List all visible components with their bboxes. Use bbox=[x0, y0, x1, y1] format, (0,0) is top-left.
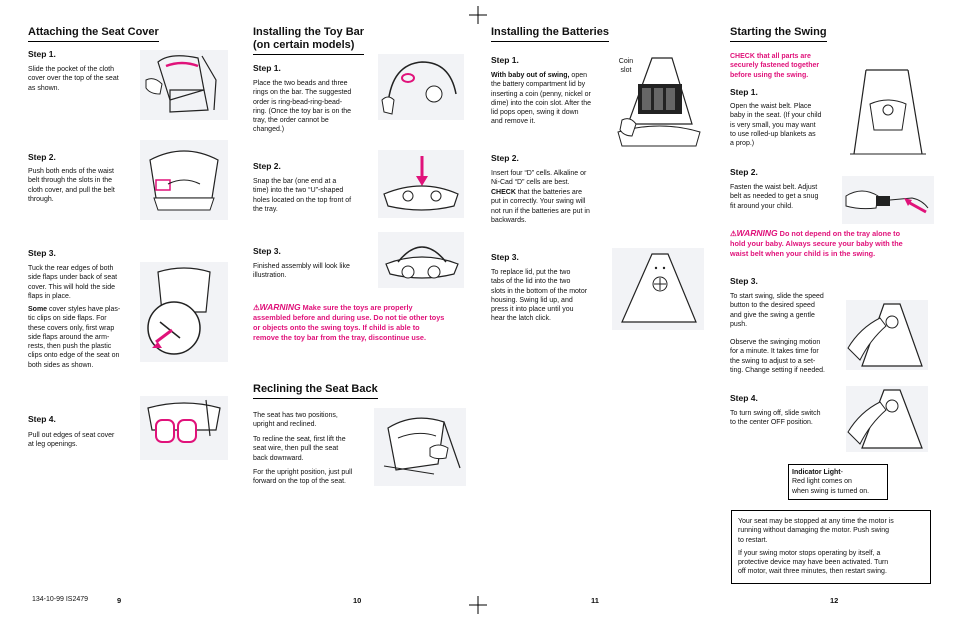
swing-warning bbox=[730, 228, 950, 259]
col2-step1-text: Place the two beads and three rings on the bar. The suggested order is ring-bead-ring-bead- ring. (Once the toy bar is on the tray, the order cannot be changed.) bbox=[253, 80, 352, 134]
seat-cover-step2-illustration bbox=[140, 140, 228, 220]
heading-installing-toy-bar bbox=[253, 26, 364, 55]
toy-bar-warning-text: Make sure the toys are properly assembled before and during use. Do not tie other toys or objects onto the swing toys. If child is able to remove the toy bar from the tray, discontinue use. bbox=[253, 303, 445, 342]
registration-mark-top bbox=[469, 6, 487, 24]
col3-step2-text2 bbox=[491, 188, 613, 225]
swing-warning-word: WARNING bbox=[736, 228, 778, 238]
fasten-belt-illustration bbox=[842, 176, 934, 224]
col3-step2-check: CHECK bbox=[491, 189, 516, 196]
col1-step3-some: Some bbox=[28, 306, 48, 313]
recline-illustration bbox=[374, 408, 466, 486]
col4-step3-label: Step 3. bbox=[730, 276, 758, 286]
seat-cover-step3-illustration bbox=[140, 262, 228, 362]
heading-starting-swing: Starting the Swing bbox=[730, 26, 827, 42]
col1-step3-text2 bbox=[28, 305, 138, 370]
col3-step3-label: Step 3. bbox=[491, 252, 519, 262]
seat-cover-step1-illustration bbox=[140, 50, 228, 120]
page-number-9: 9 bbox=[117, 596, 122, 605]
col3-step1-label: Step 1. bbox=[491, 55, 519, 65]
seat-cover-step4-illustration bbox=[140, 396, 228, 460]
recline-paragraph1: The seat has two positions, upright and reclined. bbox=[253, 412, 338, 429]
motor-info-paragraph2: If your swing motor stops operating by itself, a protective device may have been activated. Turn off motor, wait three minutes, then restart swing. bbox=[738, 549, 889, 576]
toy-bar-warning-word: WARNING bbox=[259, 302, 301, 312]
col1-step2-text: Push both ends of the waist belt through the slots in the cloth cover, and pull the belt through. bbox=[28, 168, 115, 203]
col4-step2-text: Fasten the waist belt. Adjust belt as needed to get a snug fit around your child. bbox=[730, 184, 819, 210]
warning-icon: ⚠ bbox=[253, 303, 260, 312]
col4-step4-label: Step 4. bbox=[730, 393, 758, 403]
col1-step2-label: Step 2. bbox=[28, 152, 56, 162]
toy-bar-step3-illustration bbox=[378, 232, 464, 288]
col3-step2-body2: that the batteries are put in correctly. Your swing will not run if the batteries are put in backwards. bbox=[491, 189, 590, 224]
check-parts-text: CHECK that all parts are securely fastened together before using the swing. bbox=[730, 53, 820, 79]
heading-installing-batteries: Installing the Batteries bbox=[491, 26, 609, 42]
col4-step1-label: Step 1. bbox=[730, 87, 758, 97]
col4-step3-text2: Observe the swinging motion for a minute. It takes time for the swing to adjust to a set- ting. Change setting if needed. bbox=[730, 339, 825, 374]
indicator-light-title: Indicator Light bbox=[792, 469, 841, 476]
col1-step1-label: Step 1. bbox=[28, 49, 56, 59]
baby-in-swing-illustration bbox=[846, 64, 930, 160]
col2-step3-text: Finished assembly will look like illustration. bbox=[253, 263, 350, 280]
col1-step3-text2-body: cover styles have plas- tic clips on side flaps. For these covers only, first wrap side flaps around the arm- rests, then push the plastic clips onto edge of the seat on both sides as shown. bbox=[28, 306, 121, 369]
battery-compartment-illustration bbox=[614, 54, 704, 148]
motor-info-paragraph1: Your seat may be stopped at any time the motor is running without damaging the motor. Push swing to restart. bbox=[738, 518, 894, 544]
col1-step3-text: Tuck the rear edges of both side flaps under back of seat cover. This will hold the side flaps in place. bbox=[28, 265, 118, 300]
registration-mark-bottom bbox=[469, 596, 487, 614]
toy-bar-heading-line2: (on certain models) bbox=[253, 39, 355, 51]
col2-step1-label: Step 1. bbox=[253, 63, 281, 73]
page-number-10: 10 bbox=[353, 596, 362, 605]
col3-step3-text: To replace lid, put the two tabs of the lid into the two slots in the bottom of the motor housing. Swing lid up, and press it into place until you hear the latch click. bbox=[491, 269, 588, 323]
col4-step1-text: Open the waist belt. Place baby in the seat. (If your child is very small, you may want to use rolled-up blankets as a prop.) bbox=[730, 103, 822, 148]
stop-swing-illustration bbox=[846, 386, 928, 452]
col2-step2-label: Step 2. bbox=[253, 161, 281, 171]
warning-icon: ⚠ bbox=[730, 229, 737, 238]
col3-step1-bold: With baby out of swing, bbox=[491, 72, 570, 79]
toy-bar-warning bbox=[253, 302, 468, 343]
recline-paragraph2: To recline the seat, first lift the seat wire, then pull the seat back downward. bbox=[253, 436, 346, 462]
start-swing-illustration bbox=[846, 300, 928, 370]
col2-step2-text: Snap the bar (one end at a time) into the two “U”-shaped holes located on the top front of the tray. bbox=[253, 178, 352, 213]
footer-code: 134-10-99 IS2479 bbox=[32, 596, 89, 603]
col2-step3-label: Step 3. bbox=[253, 246, 281, 256]
heading-attaching-seat-cover: Attaching the Seat Cover bbox=[28, 26, 159, 42]
replace-lid-illustration bbox=[612, 248, 704, 330]
col4-step4-text: To turn swing off, slide switch to the center OFF position. bbox=[730, 410, 821, 427]
col3-step2-text: Insert four “D” cells. Alkaline or Ni-Cad “D” cells are best. bbox=[491, 170, 587, 187]
toy-bar-step2-illustration bbox=[378, 150, 464, 218]
recline-paragraph3: For the upright position, just pull forward on the top of the seat. bbox=[253, 469, 353, 486]
col1-step4-text: Pull out edges of seat cover at leg openings. bbox=[28, 432, 115, 449]
col1-step4-label: Step 4. bbox=[28, 414, 56, 424]
motor-info-box bbox=[731, 510, 931, 584]
heading-reclining-seat-back: Reclining the Seat Back bbox=[253, 383, 378, 399]
col4-step3-text: To start swing, slide the speed button to the desired speed and give the swing a gentle push. bbox=[730, 293, 824, 328]
indicator-light-box bbox=[788, 464, 888, 500]
toy-bar-heading-line1: Installing the Toy Bar bbox=[253, 26, 365, 38]
toy-bar-step1-illustration bbox=[378, 54, 464, 120]
col3-step2-label: Step 2. bbox=[491, 153, 519, 163]
col1-step3-label: Step 3. bbox=[28, 248, 56, 258]
coin-slot-label: Coin slot bbox=[618, 58, 634, 75]
col3-step1-body: open the battery compartment lid by inserting a coin (penny, nickel or dime) into the coin slot. After the lid pops open, swing it down and remove it. bbox=[491, 72, 591, 126]
indicator-light-text: - Red light comes on when swing is turned on. bbox=[792, 469, 870, 495]
page-number-12: 12 bbox=[830, 596, 839, 605]
col1-step1-text: Slide the pocket of the cloth cover over the top of the seat as shown. bbox=[28, 66, 119, 92]
page-number-11: 11 bbox=[591, 596, 599, 605]
col3-step1-text bbox=[491, 71, 609, 127]
swing-warning-text: Do not depend on the tray alone to hold your baby. Always secure your baby with the waist belt when your child is in the swing. bbox=[730, 229, 903, 258]
col4-step2-label: Step 2. bbox=[730, 167, 758, 177]
